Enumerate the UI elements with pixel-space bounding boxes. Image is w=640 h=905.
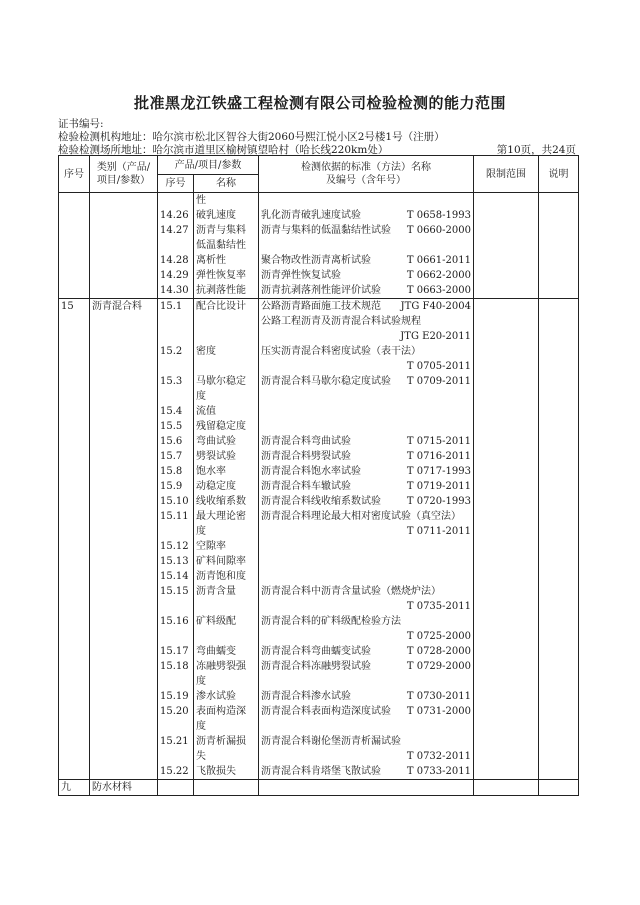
item-name-line: 渗水试验 [196, 691, 236, 702]
standard-line [261, 208, 471, 223]
standard-title: 沥青弹性恢复试验 [261, 270, 341, 281]
standard-code: JTG E20-2011 [400, 331, 471, 342]
note-cell [539, 299, 579, 780]
header-seq: 序号 [59, 156, 90, 193]
row-category-cell [90, 299, 158, 780]
standard-title: 沥青混合料谢伦堡沥青析漏试验 [261, 736, 401, 747]
standard-code: T 0660-2000 [406, 225, 471, 236]
item-number: 15.9 [160, 481, 183, 492]
item-number-spacer [160, 389, 191, 404]
standard-title: 沥青混合料弯曲蠕变试验 [261, 646, 371, 657]
item-number: 15.10 [160, 496, 189, 507]
item-number-spacer [160, 329, 191, 344]
item-name-line: 最大理论密 [196, 511, 246, 522]
standard-cell [259, 193, 474, 299]
item-name-line: 度 [196, 676, 206, 687]
header-category-line2: 项目/参数） [96, 175, 151, 186]
item-name-line: 线收缩系数 [196, 496, 246, 507]
standard-line [261, 494, 471, 509]
item-name-line: 矿料级配 [196, 616, 236, 627]
standard-code: T 0705-2011 [406, 361, 471, 372]
item-name-line: 矿料间隙率 [196, 556, 246, 567]
standard-line [261, 299, 471, 314]
standard-title: 沥青混合料中沥青含量试验（燃烧炉法） [261, 586, 441, 597]
item-name-line: 度 [196, 721, 206, 732]
header-standard-line2: 及编号（含年号） [326, 175, 406, 186]
standard-code: T 0732-2011 [406, 751, 471, 762]
limit-range-cell [474, 780, 539, 796]
standard-code: T 0729-2000 [406, 661, 471, 672]
item-number-spacer [160, 359, 191, 374]
standard-title: 沥青混合料车辙试验 [261, 481, 351, 492]
item-number-spacer [160, 238, 191, 253]
standard-line [261, 719, 471, 734]
document-title: 批准黑龙江铁盛工程检测有限公司检验检测的能力范围 [133, 94, 506, 112]
row-seq [61, 193, 87, 208]
standard-title: 沥青与集料的低温黏结性试验 [261, 225, 391, 236]
item-name-line: 饱水率 [196, 466, 226, 477]
item-number: 15.5 [160, 421, 183, 432]
standard-line [261, 419, 471, 434]
standard-title: 沥青混合料线收缩系数试验 [261, 496, 381, 507]
item-name-line: 沥青与集料 [196, 225, 246, 236]
item-number: 15.12 [160, 541, 189, 552]
item-name-line: 冻融劈裂强 [196, 661, 246, 672]
standard-cell [259, 299, 474, 780]
item-name-line: 度 [196, 391, 206, 402]
table-row [59, 780, 579, 796]
item-name-line: 劈裂试验 [196, 451, 236, 462]
table-body [59, 193, 579, 796]
standard-code: JTG F40-2004 [400, 301, 471, 312]
row-category [92, 193, 155, 208]
item-name-line: 抗剥落性能 [196, 285, 246, 296]
item-number: 15.20 [160, 706, 189, 717]
header-sub-seq: 序号 [158, 175, 194, 193]
item-name-line: 飞散损失 [196, 766, 236, 777]
item-number: 15.21 [160, 736, 189, 747]
row-category: 防水材料 [92, 782, 132, 793]
standard-code: T 0661-2011 [406, 255, 471, 266]
item-name-line: 失 [196, 751, 206, 762]
item-name-line: 沥青析漏损 [196, 736, 246, 747]
standard-line [261, 389, 471, 404]
row-seq-cell [59, 780, 90, 796]
standard-line [261, 314, 471, 329]
item-name-line: 沥青饱和度 [196, 571, 246, 582]
standard-title: 沥青混合料冻融劈裂试验 [261, 661, 371, 672]
sub-seq-cell [158, 299, 194, 780]
row-seq-cell [59, 299, 90, 780]
standard-line [261, 404, 471, 419]
organization-address: 检验检测机构地址：哈尔滨市松北区智谷大街2060号熙江悦小区2号楼1号（注册） [58, 131, 445, 143]
item-name-line: 密度 [196, 346, 216, 357]
item-name-line [196, 329, 256, 344]
item-number [160, 193, 191, 208]
item-number: 15.11 [160, 511, 189, 522]
header-standard [259, 156, 474, 193]
item-number: 15.22 [160, 766, 189, 777]
standard-code: T 0730-2011 [406, 691, 471, 702]
note-cell [539, 780, 579, 796]
header-note: 说明 [539, 156, 579, 193]
row-seq-cell [59, 193, 90, 299]
standard-line [261, 344, 471, 359]
item-name-line [196, 599, 256, 614]
sub-seq-cell [158, 780, 194, 796]
header-name: 名称 [194, 175, 259, 193]
standard-line [261, 223, 471, 238]
item-number: 15.7 [160, 451, 183, 462]
table-row [59, 193, 579, 299]
item-name-line [196, 629, 256, 644]
item-number: 14.29 [160, 270, 189, 281]
parameter-name-cell [194, 780, 259, 796]
item-number: 15.1 [160, 301, 183, 312]
standard-title: 沥青抗剥落剂性能评价试验 [261, 285, 381, 296]
item-number-spacer [160, 524, 191, 539]
standard-line [261, 554, 471, 569]
item-name-line [196, 314, 256, 329]
parameter-name-cell [194, 193, 259, 299]
standard-code: T 0658-1993 [406, 210, 471, 221]
item-name-line: 配合比设计 [196, 301, 246, 312]
item-name-line: 破乳速度 [196, 210, 236, 221]
standard-line [261, 193, 471, 208]
item-number: 15.14 [160, 571, 189, 582]
item-name-line: 表面构造深 [196, 706, 246, 717]
item-number: 15.2 [160, 346, 183, 357]
standard-line [261, 509, 471, 524]
standard-title: 沥青混合料弯曲试验 [261, 436, 351, 447]
standard-line [261, 329, 471, 344]
standard-line [261, 689, 471, 704]
note-cell [539, 193, 579, 299]
standard-title: 沥青混合料肯塔堡飞散试验 [261, 766, 381, 777]
standard-line [261, 644, 471, 659]
capability-table [58, 155, 579, 796]
standard-title: 沥青混合料渗水试验 [261, 691, 351, 702]
standard-line [261, 253, 471, 268]
standard-line [261, 674, 471, 689]
standard-line [261, 599, 471, 614]
item-number: 15.4 [160, 406, 183, 417]
item-name-line: 流值 [196, 406, 216, 417]
standard-code: T 0728-2000 [406, 646, 471, 657]
item-number: 14.30 [160, 285, 189, 296]
standard-code: T 0715-2011 [406, 436, 471, 447]
item-name-line: 弹性恢复率 [196, 270, 246, 281]
item-number: 14.26 [160, 210, 189, 221]
standard-title: 沥青混合料表面构造深度试验 [261, 706, 391, 717]
item-number: 15.8 [160, 466, 183, 477]
header-standard-line1: 检测依据的标准（方法）名称 [301, 162, 431, 173]
item-number: 14.28 [160, 255, 189, 266]
item-number: 15.18 [160, 661, 189, 672]
item-number-spacer [160, 314, 191, 329]
standard-code: T 0716-2011 [406, 451, 471, 462]
standard-line [261, 629, 471, 644]
item-name-line: 度 [196, 526, 206, 537]
standard-code: T 0735-2011 [406, 601, 471, 612]
standard-code: T 0719-2011 [406, 481, 471, 492]
item-number-spacer [160, 749, 191, 764]
header-category-line1: 类别（产品/ [96, 162, 151, 173]
item-name-line: 残留稳定度 [196, 421, 246, 432]
row-category-cell [90, 193, 158, 299]
item-name-line: 低温黏结性 [196, 240, 246, 251]
standard-line [261, 569, 471, 584]
item-number: 15.15 [160, 586, 189, 597]
row-category: 沥青混合料 [92, 301, 142, 312]
standard-code: T 0709-2011 [406, 376, 471, 387]
header-limit: 限制范围 [474, 156, 539, 193]
standard-line [261, 238, 471, 253]
item-number: 14.27 [160, 225, 189, 236]
item-name-line: 离析性 [196, 255, 226, 266]
item-name-line: 空隙率 [196, 541, 226, 552]
standard-cell [259, 780, 474, 796]
standard-line [261, 539, 471, 554]
item-name-line [196, 359, 256, 374]
empty-line [160, 780, 191, 795]
parameter-name-cell [194, 299, 259, 780]
item-number-spacer [160, 629, 191, 644]
standard-title: 沥青混合料劈裂试验 [261, 451, 351, 462]
limit-range-cell [474, 193, 539, 299]
sub-seq-cell [158, 193, 194, 299]
standard-title: 压实沥青混合料密度试验（表干法） [261, 346, 421, 357]
row-category-cell [90, 780, 158, 796]
standard-code: T 0725-2000 [406, 631, 471, 642]
item-name-line: 弯曲蠕变 [196, 646, 236, 657]
standard-title: 沥青混合料饱水率试验 [261, 466, 361, 477]
standard-code: T 0717-1993 [406, 466, 471, 477]
standard-line [261, 479, 471, 494]
standard-line [261, 359, 471, 374]
item-name-line: 马歇尔稳定 [196, 376, 246, 387]
page-number: 第10页，共24页 [496, 144, 576, 156]
header-product: 产品/项目/参数 [158, 156, 259, 175]
standard-line [261, 434, 471, 449]
item-name-line: 动稳定度 [196, 481, 236, 492]
standard-title: 沥青混合料的矿料级配检验方法 [261, 616, 401, 627]
standard-line [261, 764, 471, 779]
item-number: 15.3 [160, 376, 183, 387]
standard-line [261, 749, 471, 764]
certificate-number-label: 证书编号: [58, 118, 104, 130]
item-name-line: 沥青含量 [196, 586, 236, 597]
empty-line [261, 780, 471, 795]
empty-line [196, 780, 256, 795]
item-name-line: 弯曲试验 [196, 436, 236, 447]
standard-code: T 0720-1993 [406, 496, 471, 507]
testing-site-address: 检验检测场所地址：哈尔滨市道里区榆树镇望哈村（哈长线220km处） [58, 144, 389, 156]
row-seq: 15 [61, 301, 74, 312]
standard-code: T 0663-2000 [406, 285, 471, 296]
standard-title: 公路工程沥青及沥青混合料试验规程 [261, 316, 421, 327]
standard-title: 沥青混合料马歇尔稳定度试验 [261, 376, 391, 387]
standard-code: T 0731-2000 [406, 706, 471, 717]
standard-line [261, 659, 471, 674]
standard-line [261, 268, 471, 283]
standard-line [261, 464, 471, 479]
standard-line [261, 584, 471, 599]
standard-title: 公路沥青路面施工技术规范 [261, 301, 381, 312]
standard-code: T 0662-2000 [406, 270, 471, 281]
standard-title: 乳化沥青破乳速度试验 [261, 210, 361, 221]
item-number: 15.16 [160, 616, 189, 627]
item-number-spacer [160, 674, 191, 689]
standard-line [261, 449, 471, 464]
standard-title: 沥青混合料理论最大相对密度试验（真空法） [261, 511, 461, 522]
item-number: 15.17 [160, 646, 189, 657]
item-number: 15.6 [160, 436, 183, 447]
standard-line [261, 283, 471, 298]
standard-line [261, 704, 471, 719]
item-number: 15.13 [160, 556, 189, 567]
item-name-line: 性 [196, 195, 206, 206]
table-row [59, 299, 579, 780]
item-number-spacer [160, 599, 191, 614]
item-number: 15.19 [160, 691, 189, 702]
standard-line [261, 614, 471, 629]
standard-line [261, 374, 471, 389]
standard-line [261, 524, 471, 539]
standard-title: 聚合物改性沥青离析试验 [261, 255, 371, 266]
row-seq: 九 [61, 782, 71, 793]
item-number-spacer [160, 719, 191, 734]
standard-code: T 0733-2011 [406, 766, 471, 777]
standard-code: T 0711-2011 [406, 526, 471, 537]
limit-range-cell [474, 299, 539, 780]
standard-line [261, 734, 471, 749]
header-category [90, 156, 158, 193]
